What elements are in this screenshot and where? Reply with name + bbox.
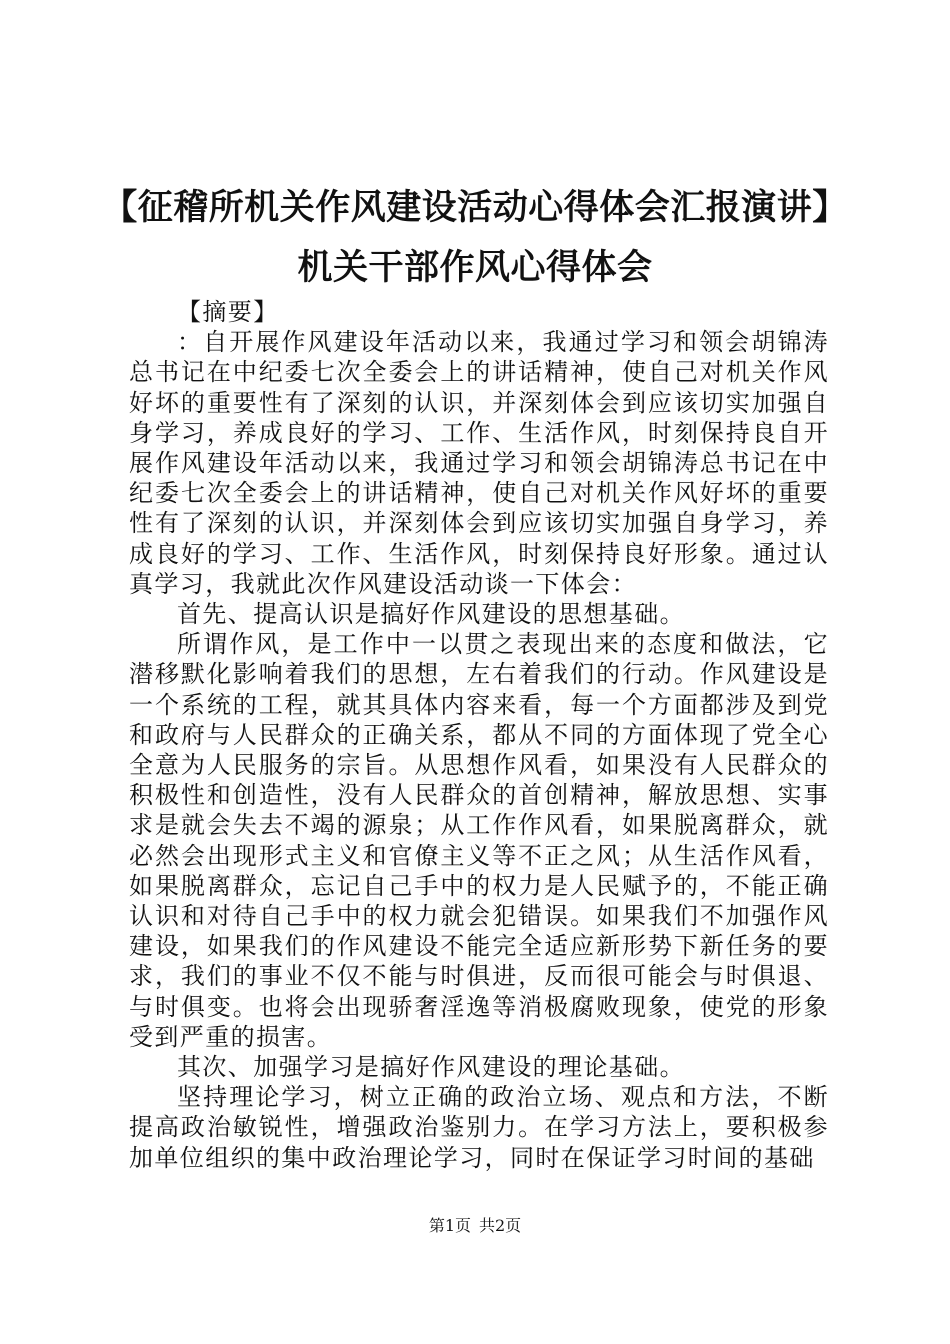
body-paragraph: 所谓作风，是工作中一以贯之表现出来的态度和做法，它潜移默化影响着我们的思想，左右着我们的行动。作风建设是一个系统的工程，就其具体内容来看，每一个方面都涉及到党和政府与人民群众的正确关系，都从不同的方面体现了党全心全意为人民服务的宗旨。从思想作风看，如果没有人民群众的积极性和创造性，没有人民群众的首创精神，解放思想、实事求是就会失去不竭的源泉；从工作作风看，如果脱离群众，就必然会出现形式主义和官僚主义等不正之风；从生活作风看，如果脱离群众，忘记自己手中的权力是人民赋予的，不能正确认识和对待自己手中的权力就会犯错误。如果我们不加强作风建设，如果我们的作风建设不能完全适应新形势下新任务的要求，我们的事业不仅不能与时俱进，反而很可能会与时俱退、与时俱变。也将会出现骄奢淫逸等消极腐败现象，使党的形象受到严重的损害。 [129,630,829,1051]
document-title: 【征稽所机关作风建设活动心得体会汇报演讲】机关干部作风心得体会 [102,188,848,288]
abstract-paragraph: ：自开展作风建设年活动以来，我通过学习和领会胡锦涛总书记在中纪委七次全委会上的讲话精神，使自己对机关作风好坏的重要性有了深刻的认识，并深刻体会到应该切实加强自身学习，养成良好的学习、工作、生活作风，时刻保持良自开展作风建设年活动以来，我通过学习和领会胡锦涛总书记在中纪委七次全委会上的讲话精神，使自己对机关作风好坏的重要性有了深刻的认识，并深刻体会到应该切实加强自身学习，养成良好的学习、工作、生活作风，时刻保持良好形象。通过认真学习，我就此次作风建设活动谈一下体会： [129,328,829,598]
document-body [129,297,829,1173]
section-heading-second: 其次、加强学习是搞好作风建设的理论基础。 [177,1053,685,1082]
page-footer [0,1215,950,1237]
page-total: 共2页 [479,1216,522,1235]
abstract-label: 【摘要】 [177,298,279,326]
body-paragraph: 坚持理论学习，树立正确的政治立场、观点和方法，不断提高政治敏锐性，增强政治鉴别力。在学习方法上，要积极参加单位组织的集中政治理论学习，同时在保证学习时间的基础 [129,1083,829,1172]
section-heading-first: 首先、提高认识是搞好作风建设的思想基础。 [177,600,685,629]
page-number: 第1页 [428,1216,471,1235]
